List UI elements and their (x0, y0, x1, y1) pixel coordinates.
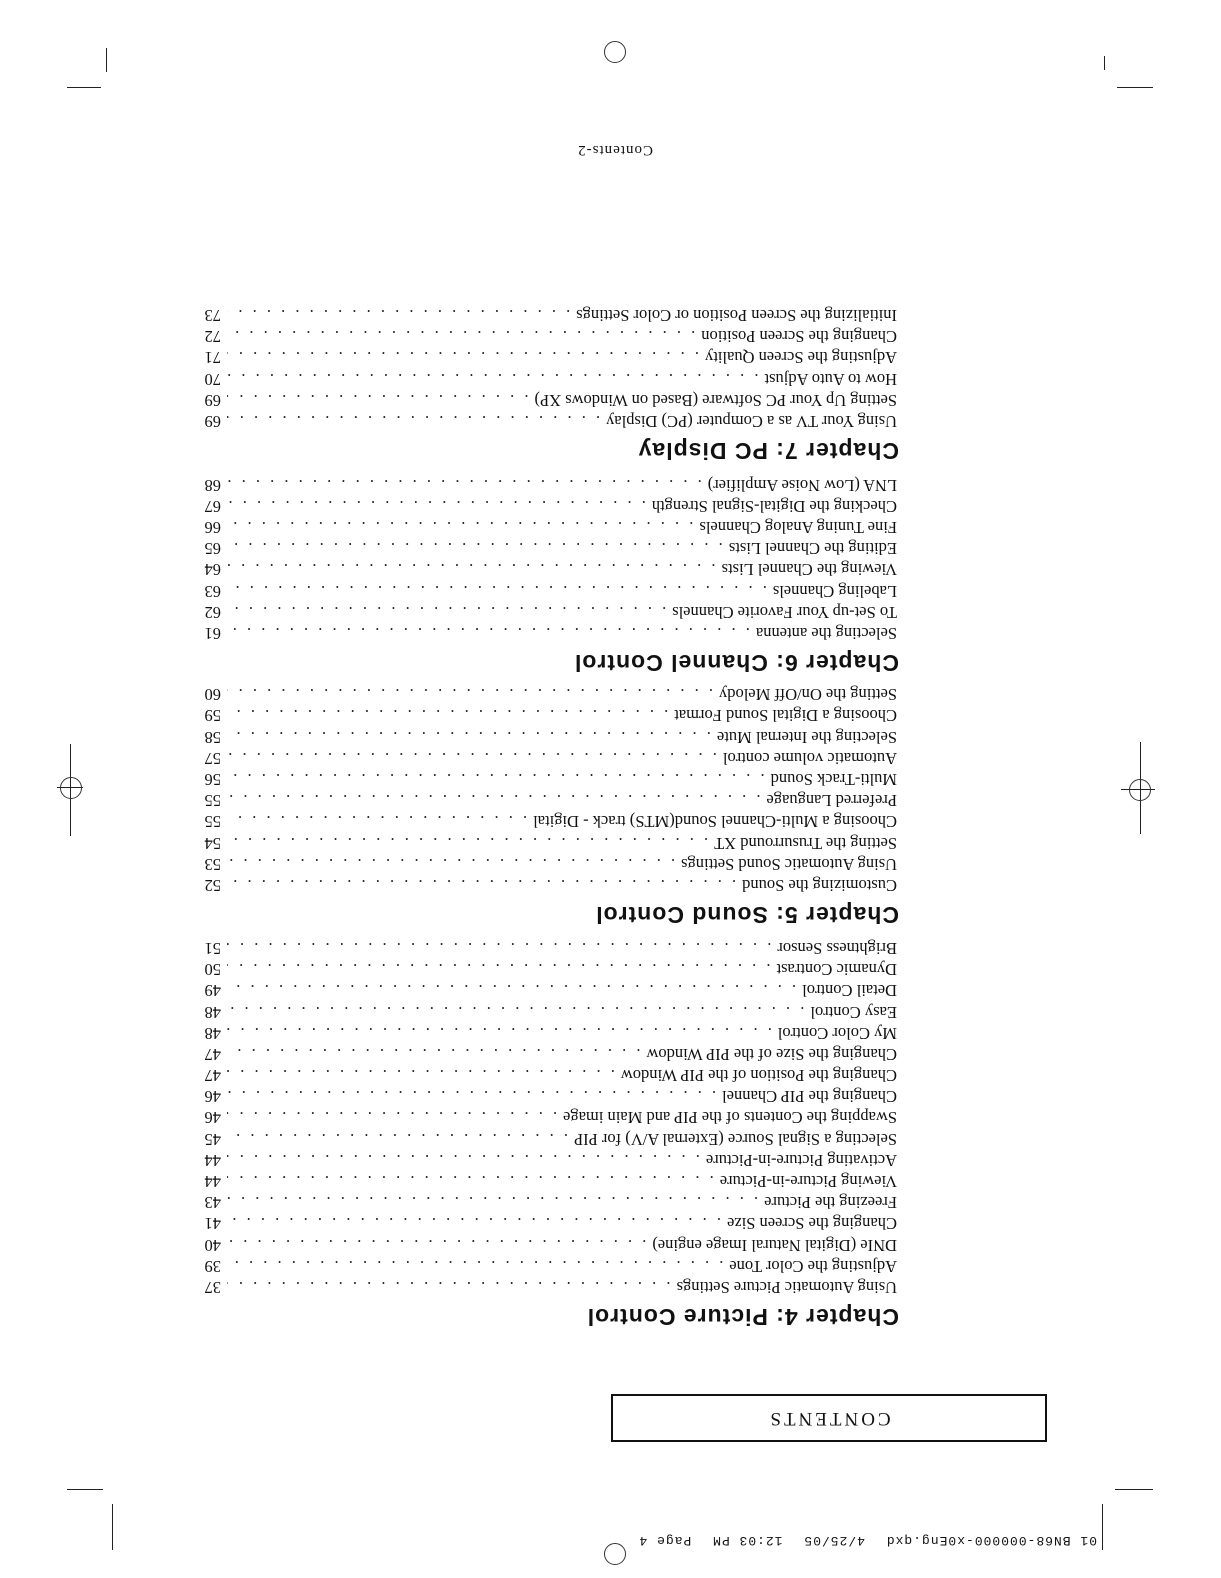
page-number: Contents-2 (577, 142, 653, 158)
toc-entry (199, 1044, 899, 1065)
dot-leader (227, 1107, 557, 1128)
entry-label: Customizing the Sound (742, 876, 897, 895)
chapter-section (199, 938, 899, 1332)
slug-time: 12:03 PM (712, 1533, 783, 1548)
entry-label: Changing the Screen Size (727, 1214, 897, 1234)
dot-leader (227, 305, 570, 326)
entry-label: Initializing the Screen Position or Color Settings (576, 306, 897, 326)
entry-page: 48 (204, 1002, 221, 1022)
entry-label: Adjusting the Screen Quality (704, 348, 897, 368)
entry-label: Selecting the Internal Mute (716, 727, 897, 747)
dot-leader (227, 1065, 615, 1086)
dot-leader (227, 1256, 723, 1277)
crop-mark (112, 1504, 113, 1550)
toc-entry (199, 875, 899, 896)
dot-leader (227, 727, 711, 748)
toc-entry (199, 684, 899, 705)
dot-leader (227, 959, 770, 980)
slug-date: 4/25/05 (803, 1533, 865, 1548)
entry-page: 52 (204, 876, 221, 895)
dot-leader (227, 980, 796, 1001)
toc-entry (199, 938, 899, 959)
entry-page: 55 (204, 812, 221, 832)
entry-label: Easy Control (810, 1002, 897, 1022)
entry-label: Setting Up Your PC Software (Based on Windows XP) (534, 390, 897, 410)
entry-label: LNA (Low Noise Amplifier) (707, 475, 897, 495)
entry-page: 72 (204, 327, 221, 347)
print-slug (497, 1533, 1097, 1548)
toc-entry (199, 1192, 899, 1213)
dot-leader (227, 1044, 641, 1065)
registration-target-icon (604, 41, 626, 63)
entry-label: Setting the On/Off Melody (719, 685, 897, 705)
dot-leader (227, 602, 666, 623)
dot-leader (227, 790, 760, 811)
dot-leader (227, 368, 759, 389)
toc-entry (199, 1234, 899, 1255)
entry-page: 58 (204, 727, 221, 747)
entry-label: To Set-up Your Favorite Channels (672, 602, 897, 622)
crop-mark (1117, 87, 1153, 88)
entry-page: 69 (204, 412, 221, 431)
entry-page: 62 (204, 602, 221, 622)
toc-list (199, 305, 899, 432)
entry-page: 59 (204, 706, 221, 726)
entry-label: Choosing a Multi-Channel Sound(MTS) track - Digital (533, 812, 897, 832)
toc-entry (199, 980, 899, 1001)
entry-label: Brightness Sensor (777, 939, 897, 958)
entry-page: 43 (204, 1193, 221, 1213)
dot-leader (227, 769, 765, 790)
toc-entry (199, 790, 899, 811)
entry-label: Automatic volume control (722, 748, 897, 768)
toc-entry (199, 411, 899, 432)
dot-leader (227, 1192, 758, 1213)
dot-leader (227, 875, 736, 896)
dot-leader (227, 496, 646, 517)
crop-mark (67, 1489, 103, 1490)
chapter-title: Chapter 5: Sound Control (595, 902, 899, 928)
toc-entry (199, 1213, 899, 1234)
chapter-title: Chapter 7: PC Display (637, 438, 899, 464)
crop-mark (67, 87, 101, 88)
entry-page: 50 (204, 960, 221, 980)
toc-entry (199, 811, 899, 832)
entry-label: Viewing Picture-in-Picture (719, 1172, 897, 1192)
dot-leader (227, 1129, 568, 1150)
entry-page: 67 (204, 496, 221, 516)
toc-entry (199, 1086, 899, 1107)
entry-label: Changing the Position of the PIP Window (620, 1066, 897, 1086)
crop-mark (106, 48, 107, 72)
toc-entry (199, 390, 899, 411)
dot-leader (227, 811, 527, 832)
toc-entry (199, 326, 899, 347)
toc-entry (199, 1256, 899, 1277)
entry-label: Changing the Size of the PIP Window (646, 1044, 897, 1064)
entry-label: Using Your TV as a Computer (PC) Display (606, 412, 897, 431)
slug-file: 01 BN68-000000-x0Eng.qxd (885, 1533, 1097, 1548)
contents-header-box (611, 1394, 1047, 1442)
entry-page: 39 (204, 1256, 221, 1276)
crop-mark (1115, 1489, 1153, 1490)
toc-entry (199, 1001, 899, 1022)
entry-page: 46 (204, 1108, 221, 1128)
toc-entry (199, 1171, 899, 1192)
crop-mark (1104, 56, 1105, 70)
slug-page: Page 4 (638, 1533, 692, 1548)
entry-label: Using Automatic Sound Settings (681, 854, 897, 874)
toc-entry (199, 1150, 899, 1171)
toc-entry (199, 832, 899, 853)
entry-page: 70 (204, 369, 221, 389)
toc-entry (199, 368, 899, 389)
dot-leader (227, 411, 600, 432)
entry-page: 69 (204, 390, 221, 410)
entry-label: Swapping the Contents of the PIP and Main image (563, 1108, 897, 1128)
entry-label: Setting the Trusurround XT (714, 833, 897, 853)
registration-target-icon (1129, 779, 1151, 801)
entry-label: Selecting the antenna (755, 624, 897, 643)
toc-entry (199, 959, 899, 980)
toc-entry (199, 854, 899, 875)
dot-leader (227, 1150, 700, 1171)
entry-page: 53 (204, 854, 221, 874)
dot-leader (227, 832, 708, 853)
toc-entry (199, 1065, 899, 1086)
entry-page: 41 (204, 1214, 221, 1234)
toc-entry (199, 347, 899, 368)
entry-page: 44 (204, 1150, 221, 1170)
dot-leader (227, 1213, 721, 1234)
toc-entry (199, 623, 899, 644)
entry-label: Freezing the Picture (764, 1193, 897, 1213)
entry-page: 66 (204, 518, 221, 538)
toc-list (199, 938, 899, 1298)
entry-page: 73 (204, 306, 221, 326)
chapter-section (199, 475, 899, 679)
entry-page: 63 (204, 581, 221, 601)
dot-leader (227, 559, 716, 580)
dot-leader (227, 347, 699, 368)
chapter-section (199, 305, 899, 466)
entry-label: Viewing the Channel Lists (721, 560, 897, 580)
dot-leader (227, 538, 723, 559)
dot-leader (227, 938, 771, 959)
entry-page: 56 (204, 770, 221, 790)
entry-label: Fine Tuning Analog Channels (699, 518, 897, 538)
toc-entry (199, 475, 899, 496)
dot-leader (227, 517, 693, 538)
dot-leader (227, 326, 695, 347)
entry-page: 54 (204, 833, 221, 853)
toc-entry (199, 1023, 899, 1044)
page-title: CONTENTS (767, 1408, 891, 1429)
entry-page: 45 (204, 1129, 221, 1149)
entry-page: 44 (204, 1172, 221, 1192)
dot-leader (227, 1277, 671, 1298)
dot-leader (227, 1234, 646, 1255)
entry-label: How to Auto Adjust (764, 369, 897, 389)
dot-leader (227, 1086, 716, 1107)
entry-label: DNIe (Digital Natural Image engine) (652, 1235, 897, 1255)
entry-label: Activating Picture-in-Picture (705, 1150, 897, 1170)
entry-label: Multi-Track Sound (770, 770, 897, 790)
entry-label: Adjusting the Color Tone (729, 1256, 897, 1276)
entry-label: Changing the PIP Channel (722, 1087, 897, 1107)
entry-page: 55 (204, 791, 221, 811)
entry-page: 51 (204, 939, 221, 958)
entry-label: Preferred Language (766, 791, 897, 811)
entry-label: Using Automatic Picture Settings (676, 1278, 897, 1297)
toc-list (199, 684, 899, 896)
dot-leader (227, 1171, 714, 1192)
entry-page: 60 (204, 685, 221, 705)
entry-page: 65 (204, 539, 221, 559)
entry-page: 37 (204, 1278, 221, 1297)
entry-page: 40 (204, 1235, 221, 1255)
entry-page: 61 (204, 624, 221, 643)
dot-leader (227, 623, 750, 644)
entry-page: 57 (204, 748, 221, 768)
toc-entry (199, 769, 899, 790)
entry-label: Dynamic Contrast (776, 960, 897, 980)
dot-leader (227, 1023, 772, 1044)
toc-entry (199, 517, 899, 538)
chapter-section (199, 684, 899, 930)
dot-leader (227, 475, 702, 496)
chapter-title: Chapter 4: Picture Control (586, 1304, 899, 1330)
toc-entry (199, 602, 899, 623)
dot-leader (227, 854, 675, 875)
toc-entry (199, 559, 899, 580)
registration-target-icon (60, 777, 82, 799)
toc-entry (199, 580, 899, 601)
toc-entry (199, 748, 899, 769)
entry-page: 49 (204, 981, 221, 1001)
entry-label: Editing the Channel Lists (728, 539, 897, 559)
toc-list (199, 475, 899, 645)
toc-entry (199, 1277, 899, 1298)
entry-label: Detail Control (802, 981, 897, 1001)
entry-page: 48 (204, 1023, 221, 1043)
toc-entry (199, 305, 899, 326)
crop-mark (1102, 1504, 1103, 1550)
entry-page: 68 (204, 475, 221, 495)
entry-page: 47 (204, 1044, 221, 1064)
entry-label: Checking the Digital-Signal Strength (651, 496, 897, 516)
dot-leader (227, 684, 713, 705)
toc-entry (199, 727, 899, 748)
entry-label: Selecting a Signal Source (External A/V) for PIP (573, 1129, 897, 1149)
chapter-title: Chapter 6: Channel Control (573, 650, 899, 676)
entry-label: Labeling Channels (772, 581, 897, 601)
toc-entry (199, 538, 899, 559)
dot-leader (227, 390, 528, 411)
entry-page: 46 (204, 1087, 221, 1107)
entry-page: 47 (204, 1066, 221, 1086)
entry-label: Changing the Screen Position (701, 327, 897, 347)
toc-entry (199, 1107, 899, 1128)
dot-leader (227, 580, 767, 601)
entry-label: Choosing a Digital Sound Format (674, 706, 897, 726)
toc-entry (199, 705, 899, 726)
toc-entry (199, 496, 899, 517)
entry-label: My Color Control (777, 1023, 897, 1043)
entry-page: 64 (204, 560, 221, 580)
dot-leader (227, 748, 717, 769)
dot-leader (227, 705, 668, 726)
entry-page: 71 (204, 348, 221, 368)
dot-leader (227, 1001, 804, 1022)
toc-entry (199, 1129, 899, 1150)
